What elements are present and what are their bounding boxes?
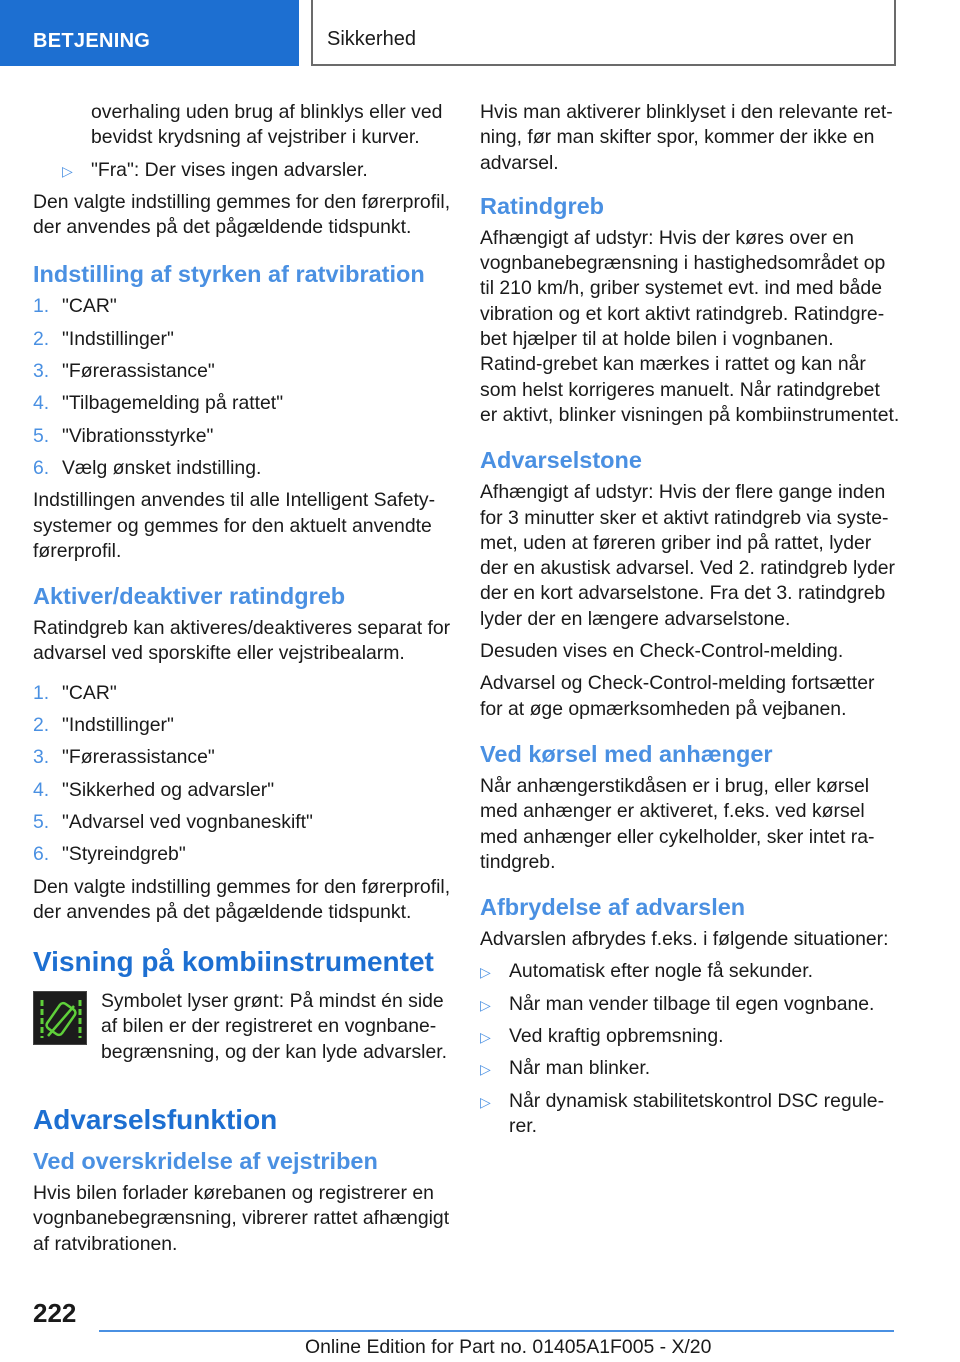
list-item: 4. "Sikkerhed og advarsler" <box>33 778 275 801</box>
heading-trailer: Ved kørsel med anhænger <box>480 740 773 767</box>
symbol-row: Symbolet lyser grønt: På mindst én side af bilen er der registreret en vognbane-begrænsning, og der kan lyde advarsler. <box>33 989 451 1069</box>
list-item: 6. "Styreindgreb" <box>33 843 186 866</box>
paragraph: Advarslen afbrydes f.eks. i følgende situationer: <box>480 928 889 951</box>
paragraph: Ratindgreb kan aktiveres/deaktiveres separat for advarsel ved sporskifte eller vejstribealarm. <box>33 617 451 665</box>
paragraph: Indstillingen anvendes til alle Intelligent Safety-systemer og gemmes for den aktuelt anvendte førerprofil. <box>33 489 436 562</box>
heading-toggle: Aktiver/deaktiver ratindgreb <box>33 583 346 610</box>
triangle-bullet-icon: ▷ <box>480 996 491 1013</box>
heading-function: Advarselsfunktion <box>33 1104 278 1136</box>
paragraph: Advarsel og Check-Control-melding fortsætter for at øge opmærksomheden på vejbanen. <box>480 672 875 720</box>
paragraph: Afhængigt af udstyr: Hvis der køres over en vognbanebegrænsning i hastighedsområdet op til 210 km/h, griber systemet evt. ind med både vibration og et kort aktivt ratindgreb. Ratindgre-bet hjælper til at holde bilen i vognbanen. Ratind-grebet kan mærkes i rattet og kan når som helst korrigeres manuelt. Når ratindgrebet er aktivt, blinker visningen på kombiinstrumentet. <box>480 226 900 426</box>
list-item: 1. "CAR" <box>33 295 117 318</box>
footer-edition: Online Edition for Part no. 01405A1F005 - X/20 <box>305 1336 712 1358</box>
list-item: 1. "CAR" <box>33 681 117 704</box>
steps-list-2 <box>33 681 451 868</box>
heading-steer: Ratindgreb <box>480 192 605 219</box>
bullet-item: ▷ Automatisk efter nogle få sekunder. <box>480 959 900 984</box>
paragraph: Når anhængerstikdåsen er i brug, eller kørsel med anhænger er aktiveret, f.eks. ved kørsel med anhænger eller cykelholder, sker intet ra-tindgreb. <box>480 774 875 873</box>
triangle-bullet-icon: ▷ <box>480 964 491 981</box>
list-item: 3. "Førerassistance" <box>33 360 215 383</box>
heading-exceed: Ved overskridelse af vejstriben <box>33 1148 378 1175</box>
list-item: 5. "Advarsel ved vognbaneskift" <box>33 810 313 833</box>
footer-divider <box>99 1330 894 1332</box>
heading-interrupt: Afbrydelse af advarslen <box>480 894 746 921</box>
chapter-box <box>311 0 896 66</box>
left-column <box>33 100 451 1264</box>
bullet-item: ▷ Når man blinker. <box>480 1056 900 1081</box>
bullet-item: ▷ Når man vender tilbage til egen vognbane. <box>480 992 900 1017</box>
triangle-bullet-icon: ▷ <box>62 162 73 179</box>
paragraph: Desuden vises en Check-Control-melding. <box>480 640 844 663</box>
bullet-item: ▷ Ved kraftig opbremsning. <box>480 1024 900 1049</box>
triangle-bullet-icon: ▷ <box>480 1061 491 1078</box>
triangle-bullet-icon: ▷ <box>480 1029 491 1046</box>
bullet-item: ▷ "Fra": Der vises ingen advarsler. <box>62 158 451 183</box>
section-tab <box>0 0 299 66</box>
list-item: 3. "Førerassistance" <box>33 746 215 769</box>
list-item: 6. Vælg ønsket indstilling. <box>33 456 262 479</box>
heading-tone: Advarselstone <box>480 447 642 474</box>
lane-assist-symbol-icon <box>33 991 87 1045</box>
paragraph: Den valgte indstilling gemmes for den førerprofil, der anvendes på det pågældende tidspunkt. <box>33 875 451 923</box>
page-number: 222 <box>33 1298 77 1328</box>
triangle-bullet-icon: ▷ <box>480 1093 491 1110</box>
continued-bullet-text: overhaling uden brug af blinklys eller ved bevidst krydsning af vejstriber i kurver. <box>91 101 443 149</box>
list-item: 2. "Indstillinger" <box>33 327 174 350</box>
right-column <box>480 100 900 1146</box>
chapter-title: Sikkerhed <box>327 28 416 50</box>
list-item: 4. "Tilbagemelding på rattet" <box>33 392 284 415</box>
paragraph: Hvis bilen forlader kørebanen og registrerer en vognbanebegrænsning, vibrerer rattet afhængigt af ratvibrationen. <box>33 1182 450 1255</box>
paragraph: Hvis man aktiverer blinklyset i den relevante ret-ning, før man skifter spor, kommer der ikke en advarsel. <box>480 101 893 174</box>
steps-list-1 <box>33 294 451 481</box>
list-item: 5. "Vibrationsstyrke" <box>33 424 214 447</box>
interrupt-bullets <box>480 959 900 1139</box>
bullet-item: ▷ Når dynamisk stabilitetskontrol DSC regule-rer. <box>480 1089 885 1137</box>
section-title: BETJENING <box>33 30 151 52</box>
list-item: 2. "Indstillinger" <box>33 714 174 737</box>
heading-strength: Indstilling af styrken af ratvibration <box>33 261 425 288</box>
heading-display: Visning på kombiinstrumentet <box>33 946 434 978</box>
paragraph: Afhængigt af udstyr: Hvis der flere gange inden for 3 minutter sker et aktivt ratindgreb via syste-met, uden at føreren griber ind på rattet, lyder der en akustisk advarsel. Ved 2. ratindgreb lyder der en kort advarselstone. Fra det 3. ratindgreb lyder der en længere advarselstone. <box>480 481 895 630</box>
paragraph: Den valgte indstilling gemmes for den førerprofil, der anvendes på det pågældende tidspunkt. <box>33 190 451 239</box>
